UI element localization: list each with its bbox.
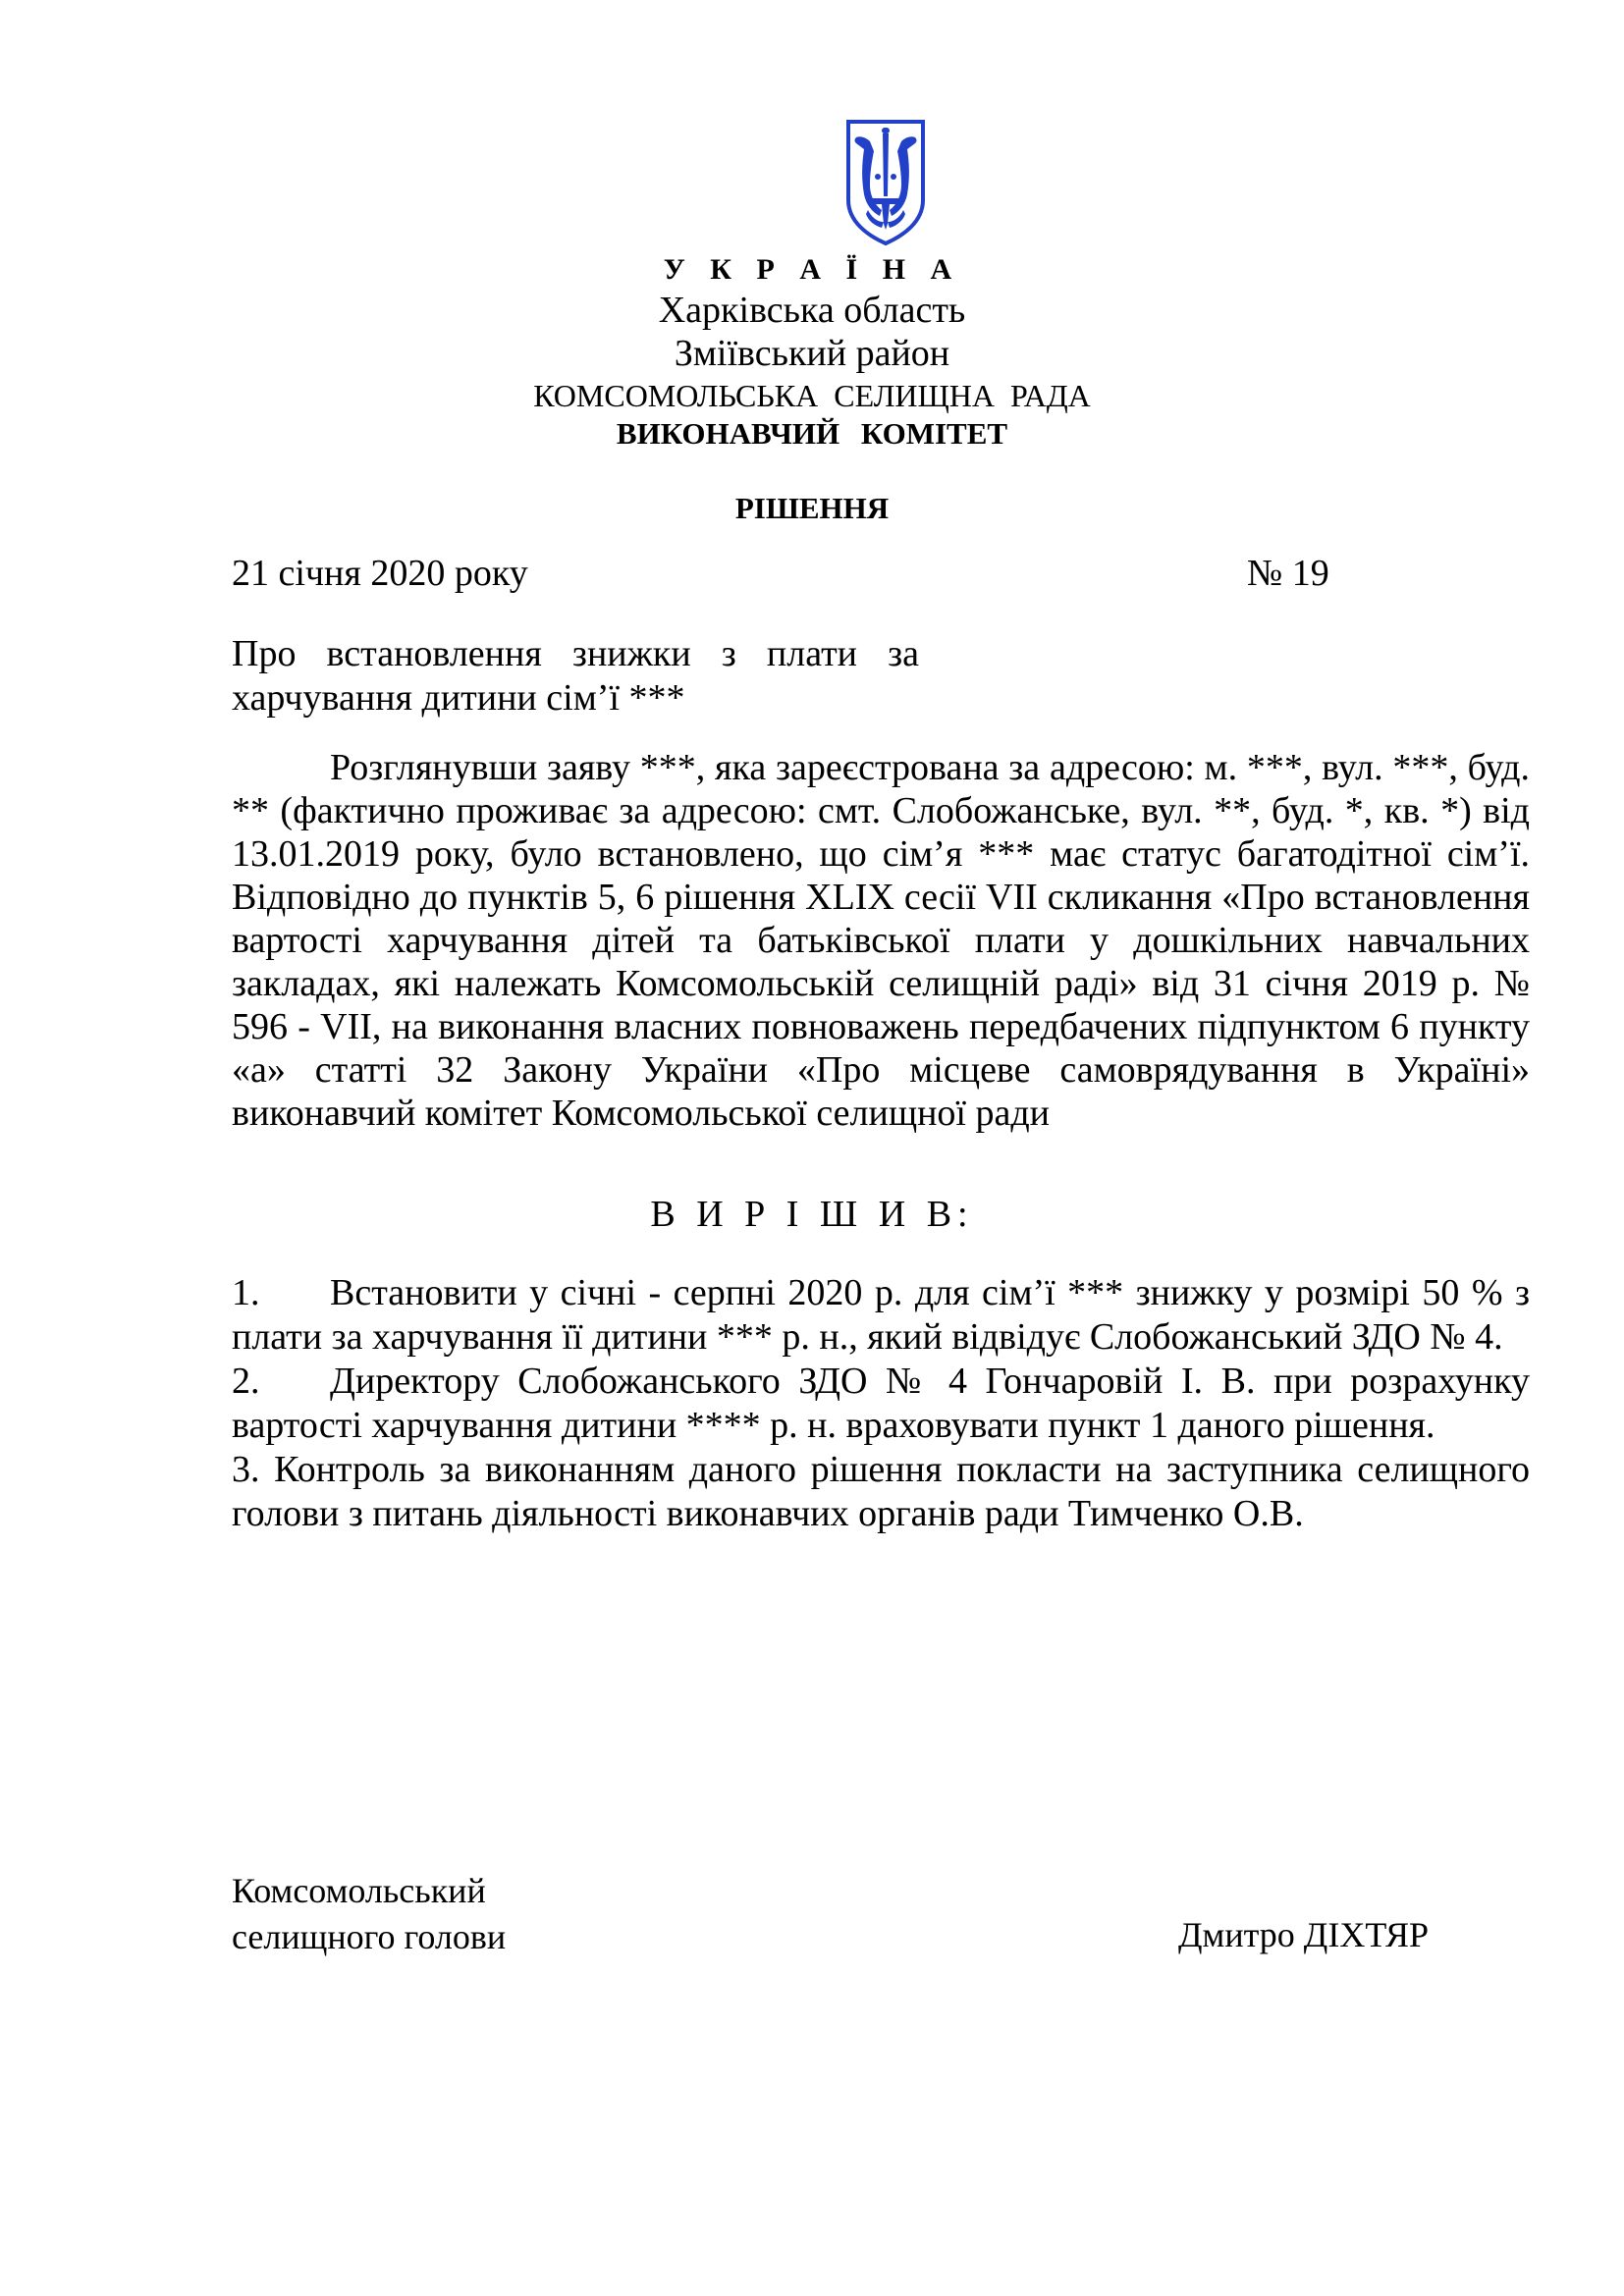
document-type: РІШЕННЯ <box>734 491 890 525</box>
decision-item <box>232 1271 1530 1360</box>
item-text: Контроль за виконанням даного рішення покласти на заступника селищного голови з питань діяльності виконавчих органів ради Тимченко О.В. <box>232 1449 1530 1534</box>
preamble-paragraph: Розглянувши заяву ***, яка зареєстрована за адресою: м. ***, вул. ***, буд. ** (фактично проживає за адресою: смт. Слобожанське, вул. **, буд. *, кв. *) від 13.01.2019 року, було встановлено, що сім’я *** має статус багатодітної сім’ї. Відповідно до пунктів 5, 6 рішення XLIX сесії VII скликання «Про встановлення вартості харчування дітей та батьківської плати у дошкільних навчальних закладах, які належать Комсомольській селищній раді» від 31 січня 2019 р. № 596 - VII, на виконання власних повноважень передбачених підпунктом 6 пункту «а» статті 32 Закону України «Про місцеве самоврядування в Україні» виконавчий комітет Комсомольської селищної ради <box>232 747 1530 1134</box>
decision-items <box>232 1271 1530 1536</box>
committee-name: ВИКОНАВЧИЙ КОМІТЕТ <box>616 416 1008 451</box>
item-text: Встановити у січні - серпні 2020 р. для сім’ї *** знижку у розмірі 50 % з плати за харчування її дитини *** р. н., який відвідує Слобожанський ЗДО № 4. <box>232 1272 1530 1358</box>
resolve-heading: В И Р І Ш И В: <box>650 1194 974 1235</box>
subject-line-2: харчування дитини сім’ї *** <box>232 677 685 719</box>
item-text: Директору Слобожанського ЗДО № 4 Гончаровій І. В. при розрахунку вартості харчування дитини **** р. н. враховувати пункт 1 даного рішення. <box>232 1361 1530 1446</box>
signatory-name: Дмитро ДІХТЯР <box>1178 1915 1429 1954</box>
decision-number: № 19 <box>1247 553 1329 594</box>
country-name: У К Р А Ї Н А <box>663 253 961 286</box>
trident-emblem-icon <box>842 116 929 247</box>
decision-item <box>232 1360 1530 1448</box>
item-number: 3. <box>232 1449 260 1490</box>
council-name: КОМСОМОЛЬСЬКА СЕЛИЩНА РАДА <box>533 378 1091 413</box>
subject-line-1: Про встановлення знижки з плати за <box>232 633 919 674</box>
item-number: 2. <box>232 1361 260 1402</box>
signatory-title-line-2: селищного голови <box>232 1917 507 1956</box>
region-name: Харківська область <box>658 290 966 331</box>
decision-date: 21 січня 2020 року <box>232 553 528 594</box>
signatory-title-line-1: Комсомольський <box>232 1871 486 1910</box>
item-number: 1. <box>232 1272 260 1313</box>
decision-item <box>232 1448 1530 1536</box>
decision-subject <box>232 632 919 721</box>
district-name: Зміївський район <box>674 333 950 374</box>
signatory-title <box>232 1868 506 1960</box>
